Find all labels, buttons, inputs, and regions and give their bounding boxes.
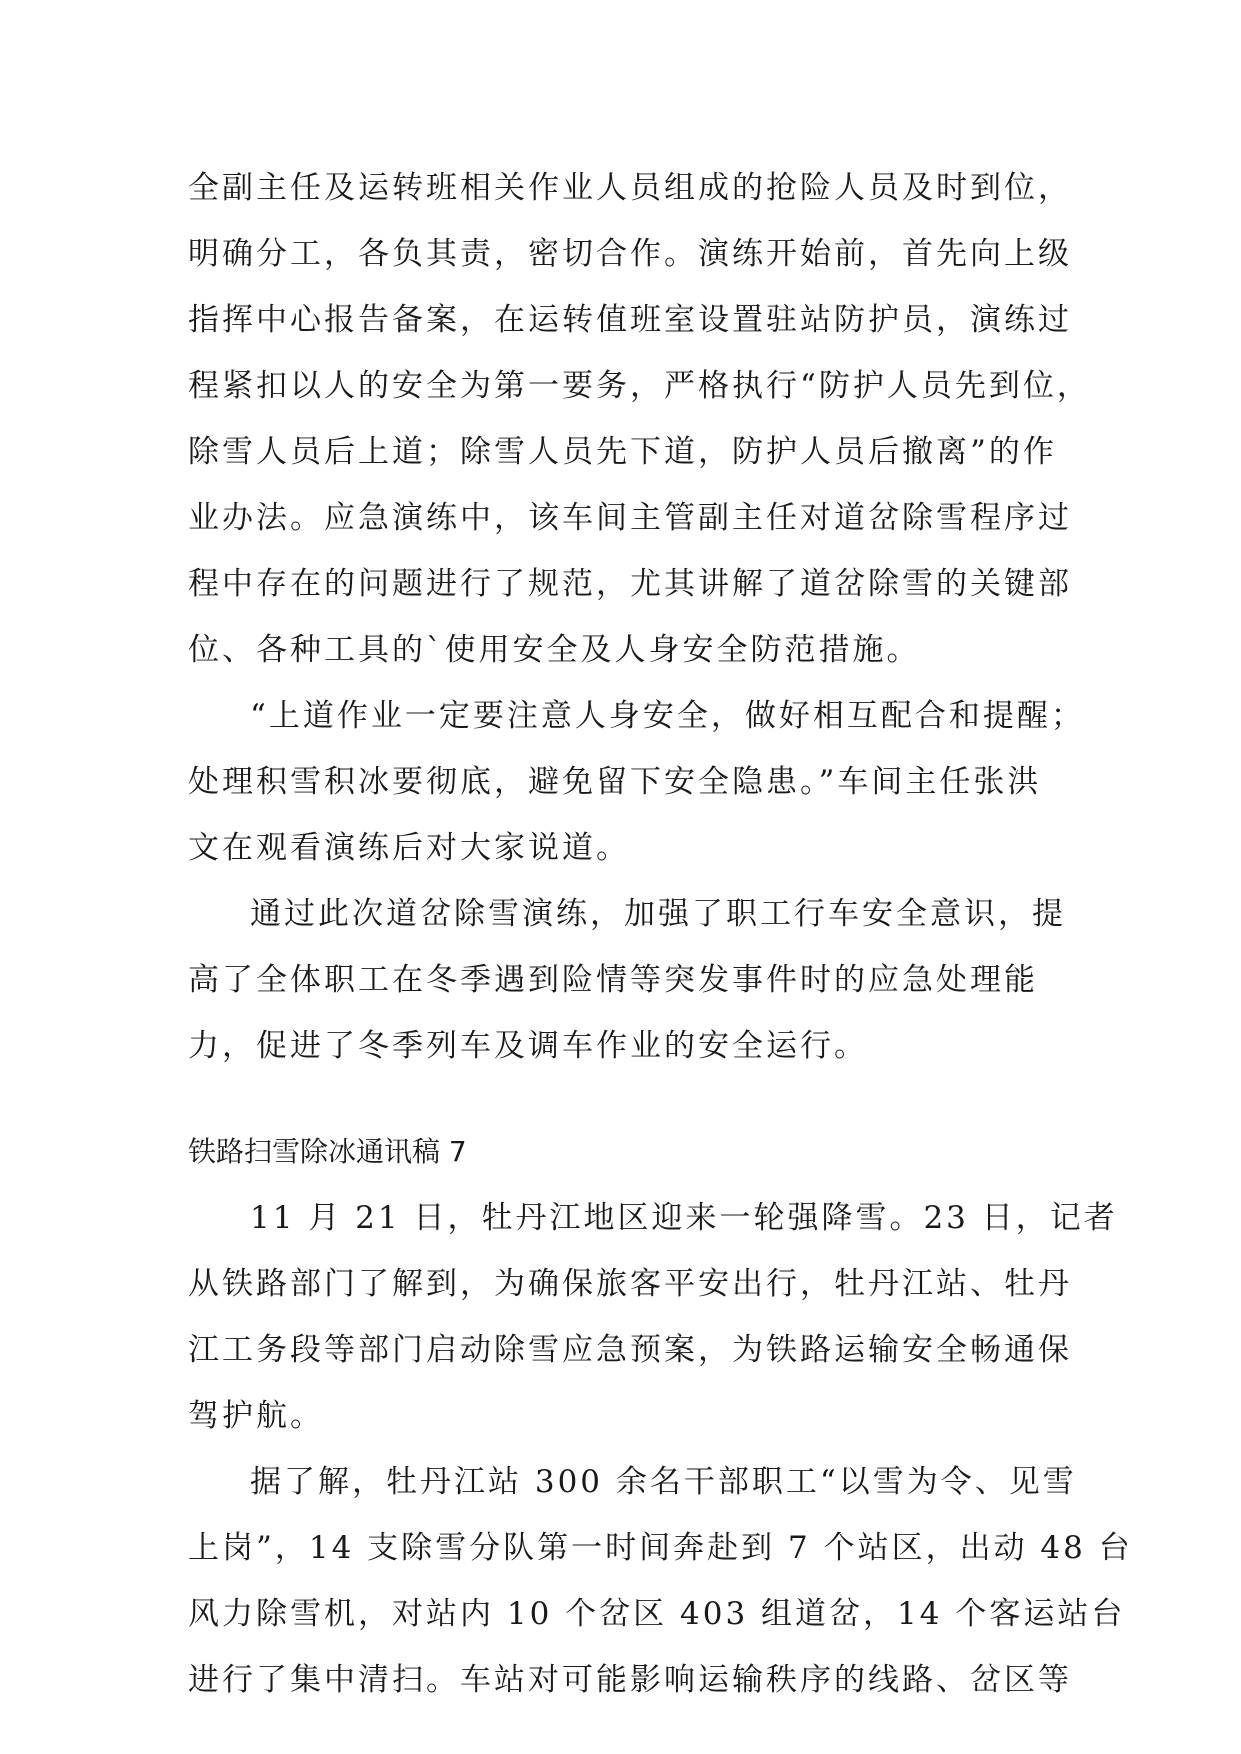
text-line: 程中存在的问题进行了规范，尤其讲解了道岔除雪的关键部 bbox=[188, 566, 1072, 602]
text-line: 上岗”，14 支除雪分队第一时间奔赴到 7 个站区，出动 48 台 bbox=[188, 1530, 1133, 1566]
section-paragraph-2 bbox=[188, 1449, 1133, 1713]
quote-paragraph bbox=[188, 683, 1085, 881]
text-line: 文在观看演练后对大家说道。 bbox=[188, 830, 630, 866]
text-line: 全副主任及运转班相关作业人员组成的抢险人员及时到位， bbox=[188, 170, 1072, 206]
text-line: 程紧扣以人的安全为第一要务，严格执行“防护人员先到位， bbox=[188, 368, 1091, 404]
text-line: 驾护航。 bbox=[188, 1398, 324, 1434]
text-line: 高了全体职工在冬季遇到险情等突发事件时的应急处理能 bbox=[188, 962, 1038, 998]
text-line: 明确分工，各负其责，密切合作。演练开始前，首先向上级 bbox=[188, 236, 1072, 272]
text-line: 据了解，牡丹江站 300 余名干部职工“以雪为令、见雪 bbox=[250, 1464, 1077, 1500]
text-line: 风力除雪机，对站内 10 个岔区 403 组道岔，14 个客运站台 bbox=[188, 1596, 1126, 1632]
text-line: 位、各种工具的`使用安全及人身安全防范措施。 bbox=[188, 632, 921, 668]
text-line: 进行了集中清扫。车站对可能影响运输秩序的线路、岔区等 bbox=[188, 1662, 1072, 1698]
document-body bbox=[188, 155, 1133, 1713]
section-heading: 铁路扫雪除冰通讯稿 7 bbox=[188, 1135, 467, 1168]
section-spacer bbox=[188, 1079, 1058, 1119]
text-line: 指挥中心报告备案，在运转值班室设置驻站防护员，演练过 bbox=[188, 302, 1072, 338]
text-line: 处理积雪积冰要彻底，避免留下安全隐患。”车间主任张洪 bbox=[188, 764, 1042, 800]
text-line: 业办法。应急演练中，该车间主管副主任对道岔除雪程序过 bbox=[188, 500, 1072, 536]
text-line: 11 月 21 日，牡丹江地区迎来一轮强降雪。23 日，记者 bbox=[250, 1200, 1118, 1236]
text-line: “上道作业一定要注意人身安全，做好相互配合和提醒； bbox=[250, 698, 1085, 734]
text-line: 江工务段等部门启动除雪应急预案，为铁路运输安全畅通保 bbox=[188, 1332, 1072, 1368]
text-line: 除雪人员后上道；除雪人员先下道，防护人员后撤离”的作 bbox=[188, 434, 1057, 470]
text-line: 力，促进了冬季列车及调车作业的安全运行。 bbox=[188, 1028, 868, 1064]
article-continuation-paragraph bbox=[188, 155, 1091, 683]
conclusion-paragraph bbox=[188, 881, 1066, 1079]
text-line: 通过此次道岔除雪演练，加强了职工行车安全意识，提 bbox=[250, 896, 1066, 932]
text-line: 从铁路部门了解到，为确保旅客平安出行，牡丹江站、牡丹 bbox=[188, 1266, 1072, 1302]
section-paragraph-1 bbox=[188, 1185, 1118, 1449]
